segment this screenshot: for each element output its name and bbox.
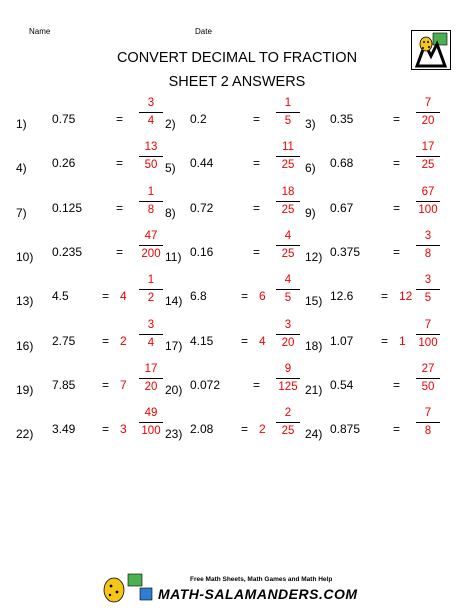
problem-number: 6) [305, 161, 316, 176]
answer-fraction [136, 273, 166, 306]
fraction-bar [416, 112, 440, 113]
problem-item [16, 97, 165, 144]
equals-sign: = [393, 422, 401, 437]
problem-item [305, 318, 450, 366]
fraction-bar [416, 156, 440, 157]
fraction-bar [276, 422, 300, 423]
answer-fraction [413, 140, 443, 173]
answer-fraction [136, 406, 166, 439]
answer-fraction [136, 362, 166, 395]
answer-whole-number: 2 [120, 333, 127, 348]
problem-item [165, 185, 310, 233]
problem-item [16, 318, 165, 366]
fraction-denominator: 25 [281, 203, 295, 216]
fraction-bar [139, 156, 163, 157]
problem-item [16, 407, 165, 454]
fraction-bar [416, 201, 440, 202]
decimal-value: 7.85 [52, 377, 76, 392]
fraction-bar [416, 378, 440, 379]
answer-whole-number: 4 [259, 333, 266, 348]
fraction-denominator: 200 [141, 247, 161, 260]
problem-item [305, 97, 450, 144]
fraction-numerator: 1 [284, 97, 292, 109]
problem-item [165, 274, 310, 321]
decimal-value: 0.125 [52, 200, 83, 215]
answer-fraction [273, 362, 303, 395]
equals-sign: = [393, 156, 401, 171]
fraction-denominator: 8 [424, 247, 432, 260]
problem-item [16, 362, 165, 410]
fraction-denominator: 4 [147, 336, 155, 349]
equals-sign: = [393, 200, 401, 215]
problem-item [165, 318, 310, 366]
fraction-bar [139, 422, 163, 423]
answer-whole-number: 4 [120, 289, 127, 304]
equals-sign: = [253, 377, 261, 392]
date-label: Date [195, 27, 212, 36]
problem-number: 9) [305, 205, 316, 220]
decimal-value: 0.375 [330, 244, 361, 259]
answer-fraction [413, 318, 443, 351]
fraction-numerator: 3 [284, 318, 292, 331]
answer-whole-number: 7 [120, 377, 127, 392]
problem-number: 15) [305, 294, 323, 309]
decimal-value: 0.75 [52, 112, 76, 126]
decimal-value: 0.26 [52, 156, 76, 171]
answer-fraction [273, 185, 303, 218]
answer-fraction [136, 140, 166, 173]
problem-item [16, 274, 165, 321]
footer-salamander-icon [96, 566, 156, 606]
fraction-numerator: 18 [281, 185, 295, 198]
footer-tagline: Free Math Sheets, Math Games and Math Help [190, 576, 333, 583]
problem-item [165, 141, 310, 188]
fraction-numerator: 47 [144, 229, 158, 242]
fraction-denominator: 20 [144, 380, 158, 393]
equals-sign: = [253, 156, 261, 171]
fraction-denominator: 20 [421, 115, 435, 127]
equals-sign: = [116, 156, 124, 171]
problem-item [305, 274, 450, 321]
fraction-denominator: 100 [141, 425, 161, 438]
fraction-denominator: 25 [421, 159, 435, 172]
fraction-bar [139, 289, 163, 290]
fraction-numerator: 67 [421, 185, 435, 198]
fraction-numerator: 7 [424, 407, 432, 420]
answer-fraction [136, 318, 166, 351]
equals-sign: = [116, 112, 124, 126]
decimal-value: 0.875 [330, 422, 361, 437]
footer-brand: MATH-SALAMANDERS.COM [158, 586, 358, 602]
decimal-value: 2.75 [52, 333, 76, 348]
problem-number: 24) [305, 427, 323, 442]
problem-number: 5) [165, 161, 176, 176]
fraction-numerator: 27 [421, 362, 435, 375]
decimal-value: 6.8 [190, 289, 207, 304]
fraction-numerator: 9 [284, 362, 292, 375]
name-label: Name [29, 27, 51, 36]
fraction-denominator: 5 [284, 115, 292, 127]
fraction-bar [139, 245, 163, 246]
problem-item [16, 229, 165, 277]
decimal-value: 0.54 [330, 377, 354, 392]
answer-fraction [413, 96, 443, 129]
problem-item [305, 407, 450, 454]
fraction-bar [276, 156, 300, 157]
decimal-value: 0.16 [190, 244, 214, 259]
equals-sign: = [102, 289, 110, 304]
worksheet-title: CONVERT DECIMAL TO FRACTION [116, 50, 358, 66]
worksheet-subtitle: SHEET 2 ANSWERS [168, 74, 306, 90]
fraction-bar [416, 422, 440, 423]
fraction-denominator: 8 [424, 425, 432, 438]
fraction-denominator: 50 [421, 380, 435, 393]
equals-sign: = [253, 244, 261, 259]
problem-item [305, 141, 450, 188]
fraction-denominator: 50 [144, 159, 158, 172]
equals-sign: = [241, 333, 249, 348]
fraction-bar [139, 334, 163, 335]
fraction-numerator: 7 [424, 318, 432, 331]
equals-sign: = [253, 200, 261, 215]
problem-item [16, 185, 165, 233]
decimal-value: 0.072 [190, 377, 221, 392]
fraction-bar [416, 289, 440, 290]
fraction-bar [416, 334, 440, 335]
decimal-value: 3.49 [52, 422, 76, 437]
answer-fraction [273, 229, 303, 262]
answer-whole-number: 3 [120, 422, 127, 437]
fraction-numerator: 1 [147, 274, 155, 287]
decimal-value: 0.35 [330, 112, 354, 126]
problem-number: 22) [16, 427, 34, 442]
equals-sign: = [102, 377, 110, 392]
decimal-value: 0.67 [330, 200, 354, 215]
problem-item [16, 141, 165, 188]
fraction-denominator: 25 [281, 159, 295, 172]
fraction-denominator: 8 [147, 203, 155, 216]
decimal-value: 4.15 [190, 333, 214, 348]
answer-fraction [413, 185, 443, 218]
fraction-bar [139, 201, 163, 202]
answer-whole-number: 1 [399, 333, 406, 348]
equals-sign: = [241, 422, 249, 437]
answer-fraction [273, 318, 303, 351]
equals-sign: = [102, 333, 110, 348]
decimal-value: 2.08 [190, 422, 214, 437]
answer-fraction [273, 140, 303, 173]
fraction-denominator: 5 [424, 292, 432, 305]
fraction-numerator: 7 [424, 97, 432, 109]
problem-item [305, 362, 450, 410]
problem-number: 10) [16, 249, 34, 264]
problem-item [305, 185, 450, 233]
problem-item [165, 362, 310, 410]
fraction-bar [276, 245, 300, 246]
fraction-denominator: 100 [418, 203, 438, 216]
answer-fraction [413, 406, 443, 439]
answer-fraction [273, 406, 303, 439]
problem-number: 17) [165, 338, 183, 353]
fraction-numerator: 3 [424, 274, 432, 287]
problem-item [305, 229, 450, 277]
fraction-numerator: 3 [147, 318, 155, 331]
problem-number: 3) [305, 117, 316, 131]
fraction-numerator: 1 [147, 185, 155, 198]
problem-number: 2) [165, 117, 176, 131]
fraction-bar [276, 289, 300, 290]
problem-number: 7) [16, 205, 27, 220]
problem-number: 11) [165, 249, 182, 264]
fraction-numerator: 4 [284, 229, 292, 242]
fraction-bar [416, 245, 440, 246]
fraction-numerator: 13 [144, 141, 158, 154]
answer-whole-number: 2 [259, 422, 266, 437]
answer-fraction [136, 185, 166, 218]
problem-number: 21) [305, 382, 323, 397]
equals-sign: = [381, 333, 389, 348]
fraction-bar [276, 378, 300, 379]
answer-fraction [136, 229, 166, 262]
decimal-value: 0.72 [190, 200, 214, 215]
problem-item [165, 97, 310, 144]
fraction-denominator: 100 [418, 336, 438, 349]
fraction-denominator: 2 [147, 292, 155, 305]
problem-number: 13) [16, 294, 34, 309]
fraction-numerator: 3 [147, 97, 155, 109]
problem-item [165, 229, 310, 277]
answer-fraction [413, 362, 443, 395]
decimal-value: 0.68 [330, 156, 354, 171]
equals-sign: = [116, 200, 124, 215]
problem-number: 20) [165, 382, 183, 397]
answer-whole-number: 12 [399, 289, 413, 304]
equals-sign: = [381, 289, 389, 304]
problem-number: 1) [16, 117, 27, 131]
decimal-value: 12.6 [330, 289, 354, 304]
fraction-numerator: 17 [421, 141, 435, 154]
problem-number: 14) [165, 294, 183, 309]
fraction-bar [276, 334, 300, 335]
fraction-denominator: 5 [284, 292, 292, 305]
problem-number: 12) [305, 249, 323, 264]
problem-number: 4) [16, 161, 27, 176]
answer-whole-number: 6 [259, 289, 266, 304]
equals-sign: = [102, 422, 110, 437]
fraction-numerator: 3 [424, 229, 432, 242]
fraction-bar [276, 201, 300, 202]
decimal-value: 0.44 [190, 156, 214, 171]
equals-sign: = [116, 244, 124, 259]
equals-sign: = [393, 377, 401, 392]
equals-sign: = [393, 112, 401, 126]
fraction-numerator: 17 [144, 362, 158, 375]
decimal-value: 0.2 [190, 112, 207, 126]
fraction-denominator: 25 [281, 247, 295, 260]
fraction-bar [139, 112, 163, 113]
fraction-numerator: 11 [282, 141, 294, 154]
answer-fraction [273, 273, 303, 306]
problem-number: 23) [165, 427, 183, 442]
fraction-denominator: 25 [281, 425, 295, 438]
answer-fraction [413, 229, 443, 262]
answer-fraction [413, 273, 443, 306]
decimal-value: 1.07 [330, 333, 354, 348]
decimal-value: 4.5 [52, 289, 69, 304]
problem-number: 19) [16, 382, 34, 397]
fraction-numerator: 2 [284, 407, 292, 420]
problem-number: 18) [305, 338, 323, 353]
fraction-numerator: 49 [144, 407, 158, 420]
fraction-denominator: 125 [278, 380, 298, 393]
answer-fraction [273, 96, 303, 129]
equals-sign: = [253, 112, 261, 126]
problem-number: 8) [165, 205, 176, 220]
fraction-denominator: 4 [147, 115, 155, 127]
problem-item [165, 407, 310, 454]
problem-number: 16) [16, 338, 34, 353]
equals-sign: = [393, 244, 401, 259]
decimal-value: 0.235 [52, 244, 83, 259]
fraction-bar [276, 112, 300, 113]
equals-sign: = [241, 289, 249, 304]
fraction-numerator: 4 [284, 274, 292, 287]
fraction-denominator: 20 [281, 336, 295, 349]
fraction-bar [139, 378, 163, 379]
answer-fraction [136, 96, 166, 129]
